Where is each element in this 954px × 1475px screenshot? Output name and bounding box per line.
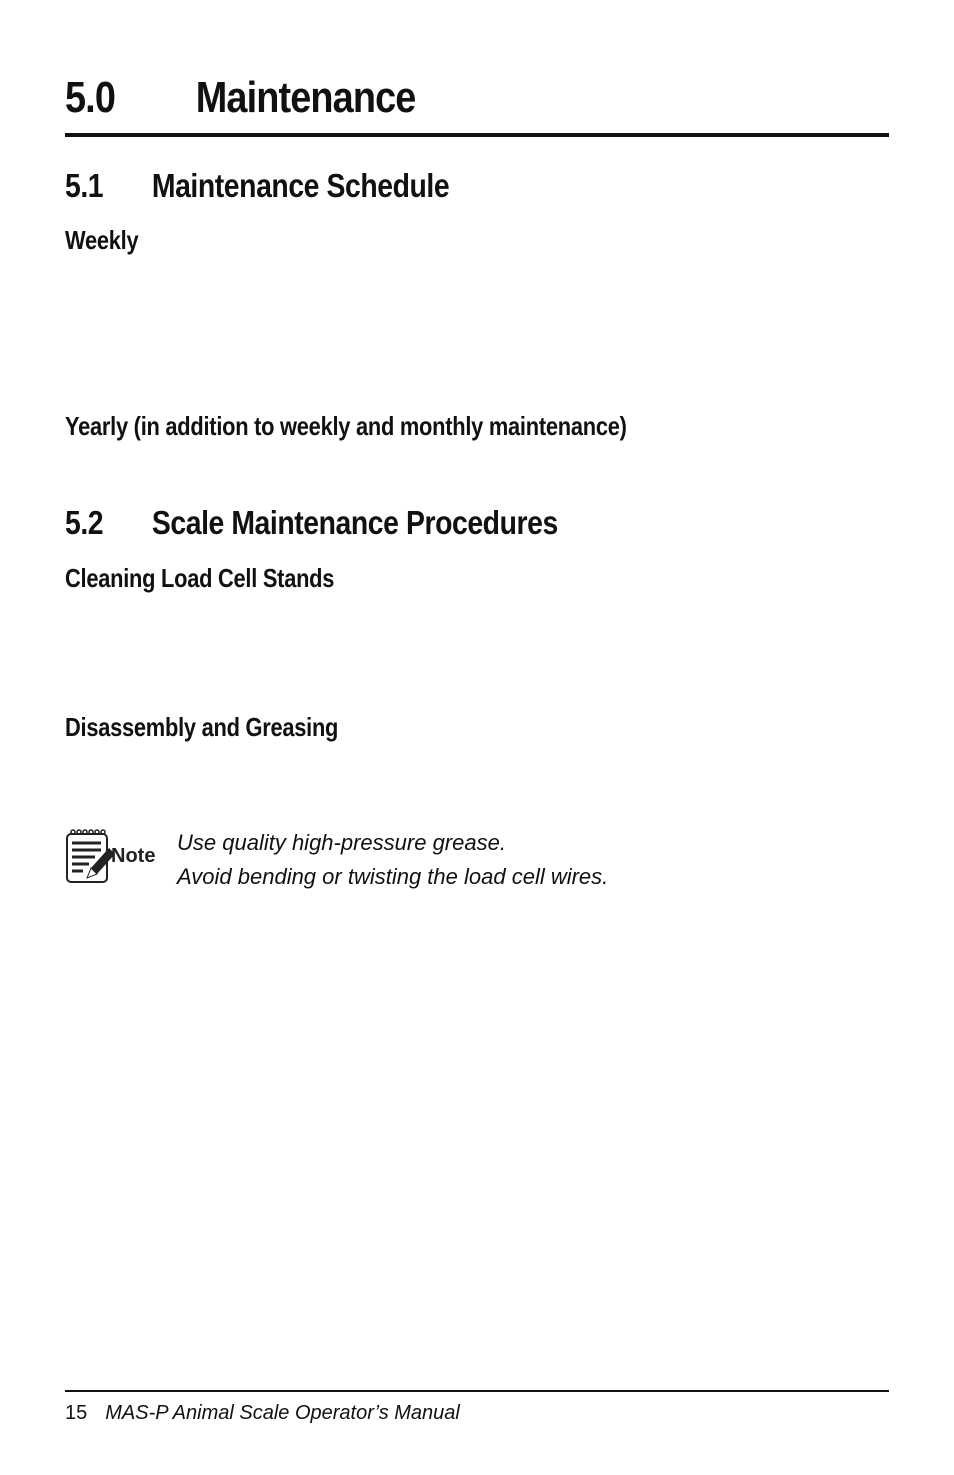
note-text (177, 826, 608, 894)
section-title: Maintenance Schedule (151, 167, 450, 204)
chapter-title: Maintenance (195, 73, 416, 122)
chapter-heading (65, 70, 415, 126)
section-heading-5-1 (65, 166, 449, 206)
subheading-weekly: Weekly (65, 225, 139, 255)
page-number: 15 (65, 1402, 88, 1424)
note-line: Avoid bending or twisting the load cell wires. (177, 864, 609, 889)
section-number: 5.1 (65, 167, 104, 204)
manual-title: MAS-P Animal Scale Operator’s Manual (105, 1402, 460, 1424)
section-number: 5.2 (65, 504, 104, 541)
notepad-pencil-icon (65, 828, 165, 884)
footer-rule (65, 1390, 889, 1392)
subheading-yearly: Yearly (in addition to weekly and monthly maintenance) (65, 411, 627, 441)
chapter-number: 5.0 (65, 73, 116, 122)
page-footer (65, 1400, 460, 1426)
subheading-disassembly: Disassembly and Greasing (65, 712, 339, 742)
section-heading-5-2 (65, 503, 558, 543)
note-label: Note (111, 845, 156, 867)
note-callout (65, 826, 765, 889)
section-title: Scale Maintenance Procedures (151, 504, 558, 541)
subheading-cleaning: Cleaning Load Cell Stands (65, 563, 335, 593)
note-line: Use quality high-pressure grease. (177, 830, 506, 855)
chapter-rule (65, 133, 889, 137)
